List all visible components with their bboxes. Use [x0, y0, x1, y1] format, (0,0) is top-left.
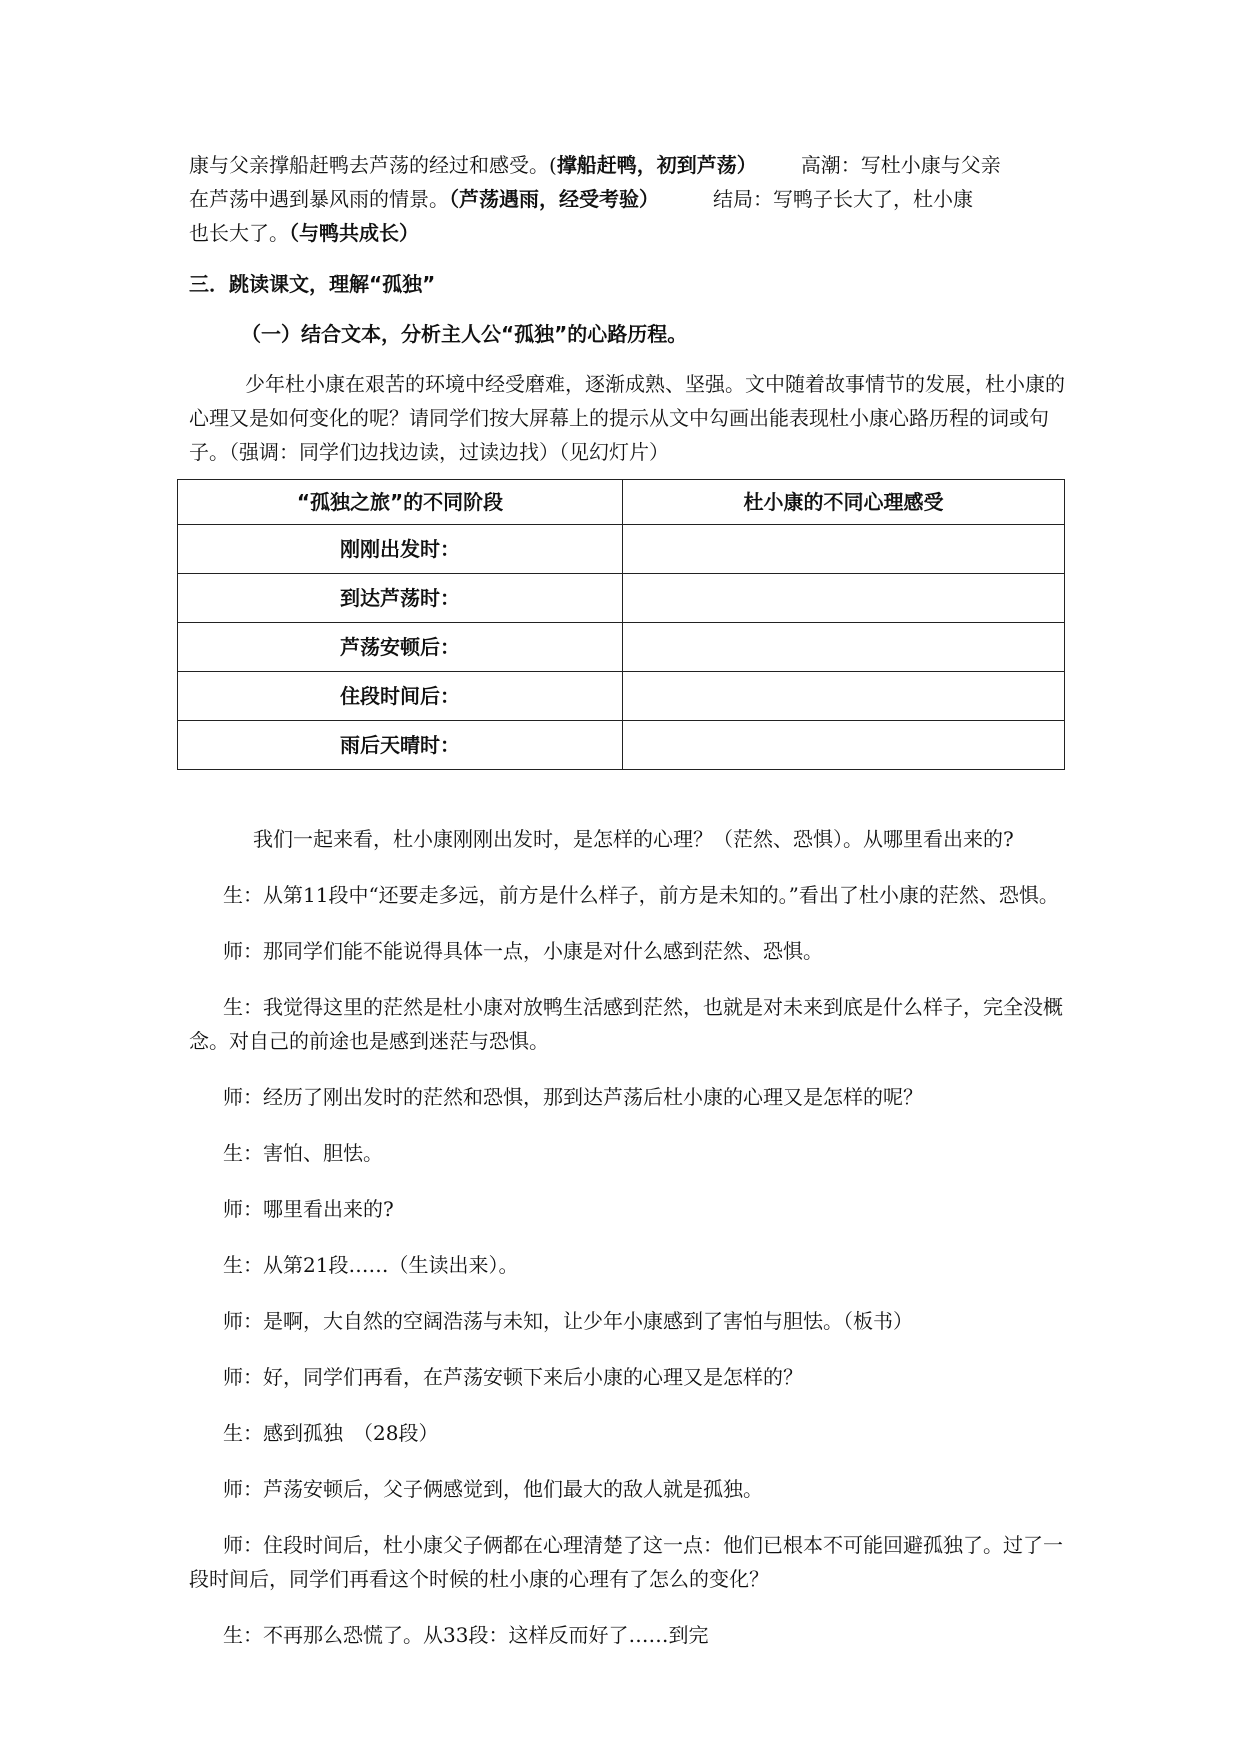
subsection-heading: （一）结合文本，分析主人公“孤独”的心路历程。: [241, 322, 688, 346]
dialogue-line: 生：我觉得这里的茫然是杜小康对放鸭生活感到茫然，也就是对未来到底是什么样子，完全没概念。对自己的前途也是感到迷茫与恐惧。: [189, 995, 1063, 1053]
section-heading: 三．跳读课文，理解“孤独”: [189, 272, 436, 296]
document-page: [189, 148, 1074, 1652]
intro-bold: （与鸭共成长）: [289, 221, 419, 245]
dialogue-line: 师：住段时间后，杜小康父子俩都在心理清楚了这一点：他们已根本不可能回避孤独了。过了一段时间后，同学们再看这个时候的杜小康的心理有了怎么的变化？: [189, 1533, 1063, 1591]
intro-paragraph: [189, 148, 1074, 250]
table-header: “孤独之旅”的不同阶段: [178, 480, 623, 525]
dialogue-line: 我们一起来看，杜小康刚刚出发时，是怎样的心理？（茫然、恐惧）。从哪里看出来的?: [253, 827, 1014, 851]
intro-text: 也长大了。: [189, 221, 289, 245]
table-cell: [623, 623, 1065, 672]
dialogue-line: 师：好，同学们再看，在芦荡安顿下来后小康的心理又是怎样的？: [223, 1365, 803, 1389]
instruction-paragraph: 少年杜小康在艰苦的环境中经受磨难，逐渐成熟、坚强。文中随着故事情节的发展，杜小康的心理又是如何变化的呢？请同学们按大屏幕上的提示从文中勾画出能表现杜小康心路历程的词或句子。（强调：同学们边找边读，过读边找）（见幻灯片）: [189, 372, 1065, 464]
dialogue-line: 师：经历了刚出发时的茫然和恐惧，那到达芦荡后杜小康的心理又是怎样的呢？: [223, 1085, 923, 1109]
table-row: [178, 721, 1065, 770]
dialogue-line: 生：害怕、胆怯。: [223, 1141, 383, 1165]
dialogue-section: [189, 822, 1074, 1652]
table-row: [178, 574, 1065, 623]
table-cell: 刚刚出发时：: [178, 525, 623, 574]
table-cell: 芦荡安顿后：: [178, 623, 623, 672]
table-cell: 住段时间后：: [178, 672, 623, 721]
table-cell: [623, 574, 1065, 623]
table-cell: 雨后天晴时：: [178, 721, 623, 770]
dialogue-line: 生：不再那么恐慌了。从33段：这样反而好了……到完: [223, 1623, 709, 1647]
table-row: [178, 525, 1065, 574]
dialogue-line: 生：从第11段中“还要走多远，前方是什么样子，前方是未知的。”看出了杜小康的茫然、恐惧。: [223, 883, 1059, 907]
table-header-row: [178, 480, 1065, 525]
intro-bold: 撑船赶鸭，初到芦荡）: [556, 153, 757, 177]
intro-text: 在芦荡中遇到暴风雨的情景。: [189, 187, 449, 211]
dialogue-line: 师：是啊，大自然的空阔浩荡与未知，让少年小康感到了害怕与胆怯。（板书）: [223, 1309, 913, 1333]
table-cell: [623, 525, 1065, 574]
table-row: [178, 623, 1065, 672]
dialogue-line: 师：哪里看出来的?: [223, 1197, 394, 1221]
dialogue-line: 师：芦荡安顿后，父子俩感觉到，他们最大的敌人就是孤独。: [223, 1477, 763, 1501]
table-header: 杜小康的不同心理感受: [623, 480, 1065, 525]
intro-text: 高潮：写杜小康与父亲: [800, 153, 1001, 177]
table-cell: [623, 672, 1065, 721]
intro-bold: （芦荡遇雨，经受考验）: [449, 187, 659, 211]
intro-text: 康与父亲撑船赶鸭去芦荡的经过和感受。(: [189, 153, 557, 177]
intro-text: 结局：写鸭子长大了，杜小康: [713, 187, 973, 211]
dialogue-line: 生：感到孤独 （28段）: [223, 1421, 439, 1445]
table-cell: [623, 721, 1065, 770]
table-cell: 到达芦荡时：: [178, 574, 623, 623]
stages-table: [177, 479, 1065, 770]
table-row: [178, 672, 1065, 721]
dialogue-line: 生：从第21段……（生读出来）。: [223, 1253, 519, 1277]
dialogue-line: 师：那同学们能不能说得具体一点，小康是对什么感到茫然、恐惧。: [223, 939, 823, 963]
